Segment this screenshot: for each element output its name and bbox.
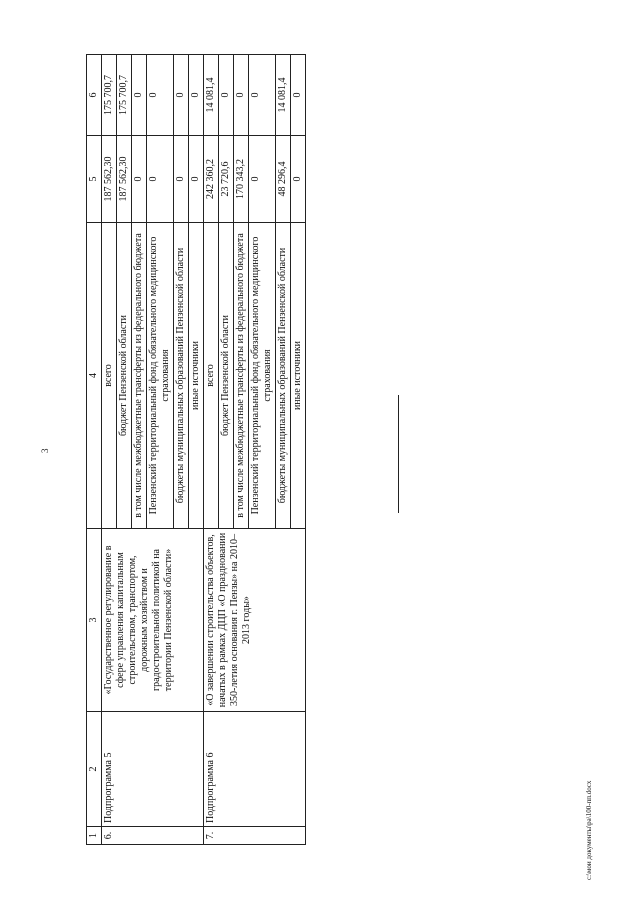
value-col5: 0 bbox=[291, 136, 306, 223]
value-col5: 187 562,30 bbox=[117, 136, 132, 223]
funding-source: Пензенский территориальный фонд обязательного медицинского страхования bbox=[249, 223, 276, 529]
header-row bbox=[87, 55, 102, 845]
separator-line bbox=[398, 395, 399, 513]
subprogram-title: «Государственное регулирование в сфере управления капитальным строительством, транспортом, дорожным хозяйством и градостроительной политикой на территории Пензенской области» bbox=[102, 529, 204, 712]
value-col6: 0 bbox=[234, 55, 249, 136]
value-col6: 0 bbox=[249, 55, 276, 136]
value-col5: 0 bbox=[174, 136, 189, 223]
table-row bbox=[102, 55, 117, 845]
value-col6: 0 bbox=[189, 55, 204, 136]
subprogram-name: Подпрограмма 5 bbox=[102, 712, 204, 827]
value-col5: 0 bbox=[147, 136, 174, 223]
row-number: 7. bbox=[204, 827, 306, 845]
header-cell-1: 1 bbox=[87, 827, 102, 845]
header-cell-3: 3 bbox=[87, 529, 102, 712]
subprogram-title: «О завершении строительства объектов, начатых в рамках ДЦП «О праздновании 350-летия основания г. Пензы» на 2010–2013 годы» bbox=[204, 529, 306, 712]
funding-source: всего bbox=[102, 223, 117, 529]
value-col6: 0 bbox=[174, 55, 189, 136]
rotated-table-container bbox=[86, 55, 368, 845]
row-number: 6. bbox=[102, 827, 204, 845]
value-col6: 14 081,4 bbox=[204, 55, 219, 136]
value-col6: 14 081,4 bbox=[276, 55, 291, 136]
header-cell-5: 5 bbox=[87, 136, 102, 223]
funding-source: бюджеты муниципальных образований Пензенской области bbox=[276, 223, 291, 529]
table-row bbox=[204, 55, 219, 845]
value-col5: 170 343,2 bbox=[234, 136, 249, 223]
value-col6: 0 bbox=[291, 55, 306, 136]
value-col5: 0 bbox=[249, 136, 276, 223]
footer-file-path: c:\мои документы\ра\100-пп.docx bbox=[585, 780, 593, 880]
value-col6: 175 700,7 bbox=[102, 55, 117, 136]
value-col6: 0 bbox=[132, 55, 147, 136]
value-col5: 187 562,30 bbox=[102, 136, 117, 223]
funding-source: бюджеты муниципальных образований Пензенской области bbox=[174, 223, 189, 529]
funding-source: иные источники bbox=[291, 223, 306, 529]
value-col6: 0 bbox=[147, 55, 174, 136]
funding-source: бюджет Пензенской области bbox=[117, 223, 132, 529]
funding-source: в том числе межбюджетные трансферты из федерального бюджета bbox=[132, 223, 147, 529]
header-cell-2: 2 bbox=[87, 712, 102, 827]
funding-source: иные источники bbox=[189, 223, 204, 529]
funding-source: всего bbox=[204, 223, 219, 529]
subprogram-name: Подпрограмма 6 bbox=[204, 712, 306, 827]
header-cell-6: 6 bbox=[87, 55, 102, 136]
funding-table bbox=[86, 54, 306, 845]
page-number: 3 bbox=[40, 448, 50, 453]
value-col5: 0 bbox=[189, 136, 204, 223]
header-cell-4: 4 bbox=[87, 223, 102, 529]
value-col5: 0 bbox=[132, 136, 147, 223]
funding-source: в том числе межбюджетные трансферты из федерального бюджета bbox=[234, 223, 249, 529]
value-col6: 175 700,7 bbox=[117, 55, 132, 136]
value-col5: 48 296,4 bbox=[276, 136, 291, 223]
value-col5: 242 360,2 bbox=[204, 136, 219, 223]
value-col6: 0 bbox=[219, 55, 234, 136]
funding-source: Пензенский территориальный фонд обязательного медицинского страхования bbox=[147, 223, 174, 529]
funding-source: бюджет Пензенской области bbox=[219, 223, 234, 529]
value-col5: 23 720,6 bbox=[219, 136, 234, 223]
